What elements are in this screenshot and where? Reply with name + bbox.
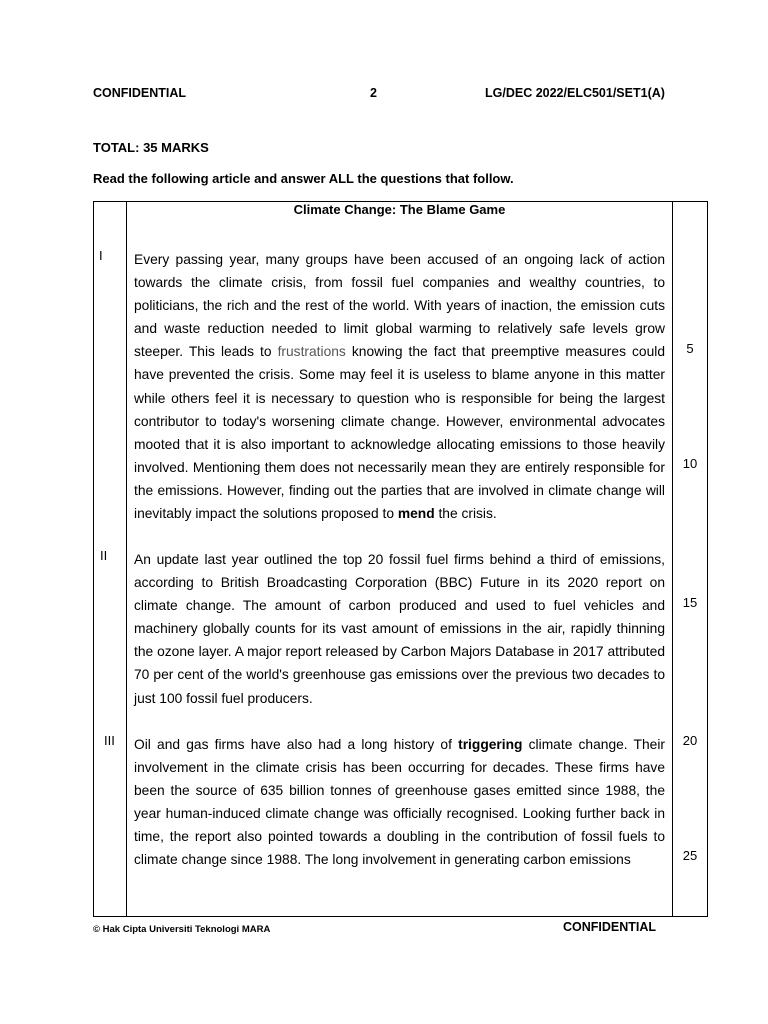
divider-left bbox=[126, 201, 127, 917]
line-number-10: 10 bbox=[682, 456, 698, 471]
paragraph-1-text-c: the crisis. bbox=[434, 506, 497, 522]
paragraph-1-text-a: Every passing year, many groups have been accused of an ongoing lack of action towards the climate crisis, from fossil fuel companies and wealthy countries, to politicians, the rich and the rest of the world. With years of inaction, the emission cuts and waste reduction needed to limit global warming to relatively safe levels grow steeper. This leads to bbox=[134, 252, 665, 360]
line-number-15: 15 bbox=[682, 595, 698, 610]
paragraph-numeral-1: I bbox=[99, 248, 103, 263]
bold-word-triggering: triggering bbox=[458, 737, 523, 752]
paragraph-2: An update last year outlined the top 20 fossil fuel firms behind a third of emissions, according to British Broadcasting Corporation (BBC) Future in its 2020 report on climate change. The amount of carbon produced and used to fuel vehicles and machinery globally counts for its vast amount of emissions in the air, rapidly thinning the ozone layer. A major report released by Carbon Majors Database in 2017 attributed 70 per cent of the world's greenhouse gas emissions over the previous two decades to just 100 fossil fuel producers. bbox=[134, 552, 665, 706]
article-title: Climate Change: The Blame Game bbox=[293, 202, 506, 217]
paragraph-1 bbox=[134, 248, 665, 525]
paragraph-1-text-b: knowing the fact that preemptive measures could have prevented the crisis. Some may feel it is useless to blame anyone in this matter while others feel it is necessary to question who is responsible for being the largest contributor to today's worsening climate change. However, environmental advocates mooted that it is also important to acknowledge allocating emissions to those heavily involved. Mentioning them does not necessarily mean they are entirely responsible for the emissions. However, finding out the parties that are involved in climate change will inevitably impact the solutions proposed to bbox=[134, 344, 665, 522]
line-number-5: 5 bbox=[686, 341, 694, 356]
line-number-25: 25 bbox=[682, 848, 698, 863]
paragraph-numeral-2: II bbox=[100, 548, 108, 563]
instruction: Read the following article and answer ALL the questions that follow. bbox=[93, 171, 514, 186]
page-number: 2 bbox=[370, 86, 377, 100]
bold-word-mend: mend bbox=[397, 506, 435, 522]
highlight-word-frustrations: frustrations bbox=[277, 344, 346, 360]
paper-code: LG/DEC 2022/ELC501/SET1(A) bbox=[485, 86, 665, 100]
line-number-20: 20 bbox=[682, 733, 698, 748]
header-confidential: CONFIDENTIAL bbox=[93, 86, 187, 100]
paragraph-3 bbox=[134, 733, 665, 872]
paragraph-numeral-3: III bbox=[104, 733, 115, 748]
footer-confidential: CONFIDENTIAL bbox=[563, 920, 657, 934]
paragraph-3-text-b: climate change. Their involvement in the climate crisis has been occurring for decades. These firms have been the source of 635 billion tonnes of greenhouse gases emitted since 1988, the year human-induced climate change was officially recognised. Looking further back in time, the report also pointed towards a doubling in the contribution of fossil fuels to climate change since 1988. The long involvement in generating carbon emissions bbox=[134, 737, 665, 868]
footer-copyright: © Hak Cipta Universiti Teknologi MARA bbox=[93, 924, 271, 935]
total-marks: TOTAL: 35 MARKS bbox=[93, 140, 209, 155]
paragraph-3-text-a: Oil and gas firms have also had a long history of bbox=[134, 737, 459, 752]
divider-right bbox=[672, 201, 673, 917]
